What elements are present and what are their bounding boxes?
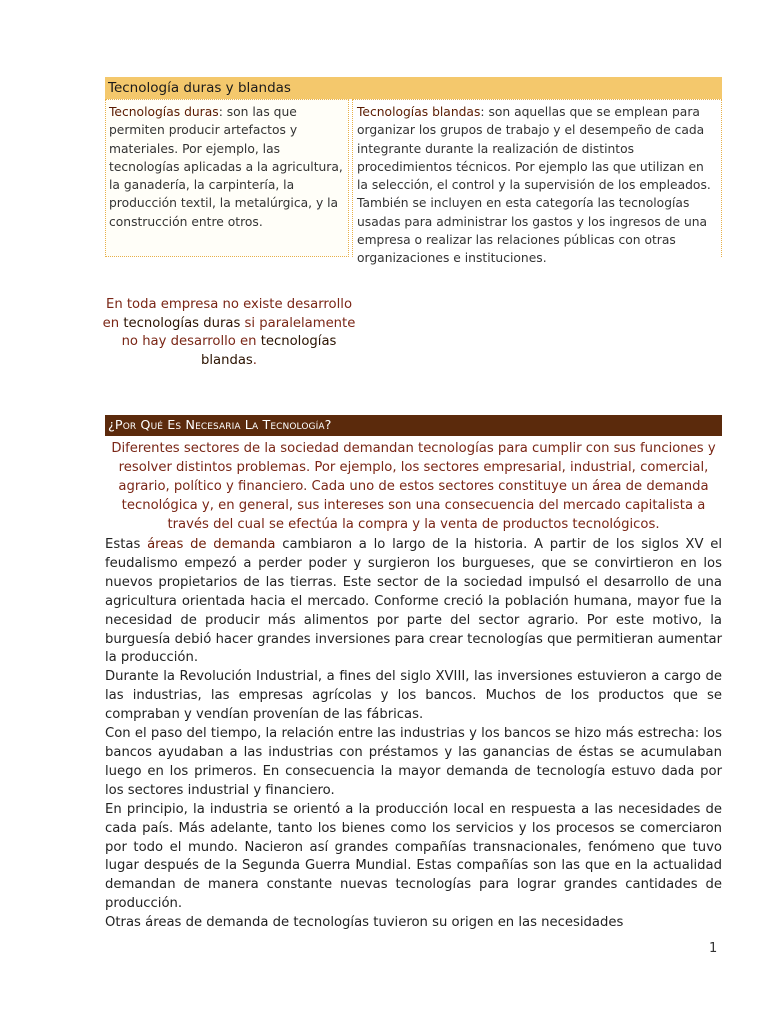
p1-start: Estas: [105, 537, 148, 552]
soft-tech-term: Tecnologías blandas: [357, 105, 481, 119]
hard-tech-cell: [105, 99, 349, 257]
paragraph: Con el paso del tiempo, la relación entre las industrias y los bancos se hizo más estrecha: los bancos ayudaban a las industrias con préstamos y las ganancias de éstas se acumulaban luego en los primeros. En consecuencia la mayor demanda de tecnología estuvo dada por los sectores industrial y financiero.: [105, 726, 722, 798]
soft-tech-text: : son aquellas que se emplean para organizar los grupos de trabajo y el desempeño de cada integrante durante la realización de distintos procedimientos técnicos. Por ejemplo las que utilizan en la selección, el control y la supervisión de los empleados. También se incluyen en esta categoría las tecnologías usadas para administrar los gastos y los ingresos de una empresa o realizar las relaciones públicas con otras organizaciones e instituciones.: [357, 105, 711, 266]
quote-term-hard: tecnologías duras: [123, 315, 241, 331]
quote-term-soft: tecnologías blandas: [200, 334, 337, 368]
paragraph: [105, 536, 722, 668]
page-number: 1: [709, 941, 718, 956]
p1-rest: cambiaron a lo largo de la historia. A partir de los siglos XV el feudalismo empezó a perder poder y surgieron los burgueses, que se convirtieron en los nuevos propietarios de las tierras. Este sector de la sociedad impulsó el desarrollo de una agricultura orientada hacia el mercado. Conforme creció la población humana, mayor fue la necesidad de producir más alimentos por parte del sector agrario. Por este motivo, la burguesía debió hacer grandes inversiones para crear tecnologías que permitieran aumentar la producción.: [105, 537, 722, 666]
section-intro: Diferentes sectores de la sociedad demandan tecnologías para cumplir con sus funciones y resolver distintos problemas. Por ejemplo, los sectores empresarial, industrial, comercial, agrario, político y financiero. Cada uno de estos sectores constituye un área de demanda tecnológica y, en general, sus intereses son una consecuencia del mercado capitalista a través del cual se efectúa la compra y la venta de productos tecnológicos.: [111, 441, 716, 532]
hard-tech-term: Tecnologías duras: [109, 105, 219, 119]
quote-part1: En toda empresa no existe desarrollo en: [102, 297, 353, 331]
table-header: Tecnología duras y blandas: [105, 77, 722, 99]
paragraph: Durante la Revolución Industrial, a fines del siglo XVIII, las inversiones estuvieron a cargo de las industrias, las empresas agrícolas y los bancos. Muchos de los productos que se compraban y vendían provenían de las fábricas.: [105, 669, 722, 723]
section-title: ¿Por Qué Es Necesaria La Tecnología?: [105, 415, 722, 436]
demand-areas-term: áreas de demanda: [147, 537, 276, 552]
paragraph: Otras áreas de demanda de tecnologías tuvieron su origen en las necesidades: [105, 915, 624, 931]
soft-tech-cell: [352, 99, 722, 266]
quote-part3: .: [252, 352, 257, 368]
quote-part2: si paralelamente no hay desarrollo en: [121, 315, 356, 350]
paragraph: En principio, la industria se orientó a la producción local en respuesta a las necesidades de cada país. Más adelante, tanto los bienes como los servicios y los procesos se comerciaron por todo el mundo. Nacieron así grandes compañías transnacionales, fenómeno que tuvo lugar después de la Segunda Guerra Mundial. Estas compañías son las que en la actualidad demandan de manera constante nuevas tecnologías para lograr grandes cantidades de producción.: [105, 801, 722, 912]
hard-tech-text: : son las que permiten producir artefactos y materiales. Por ejemplo, las tecnologías aplicadas a la agricultura, la ganadería, la carpintería, la producción textil, la metalúrgica, y la construcción entre otros.: [109, 105, 343, 229]
highlight-quote: [100, 296, 358, 370]
body-text: [105, 536, 722, 933]
